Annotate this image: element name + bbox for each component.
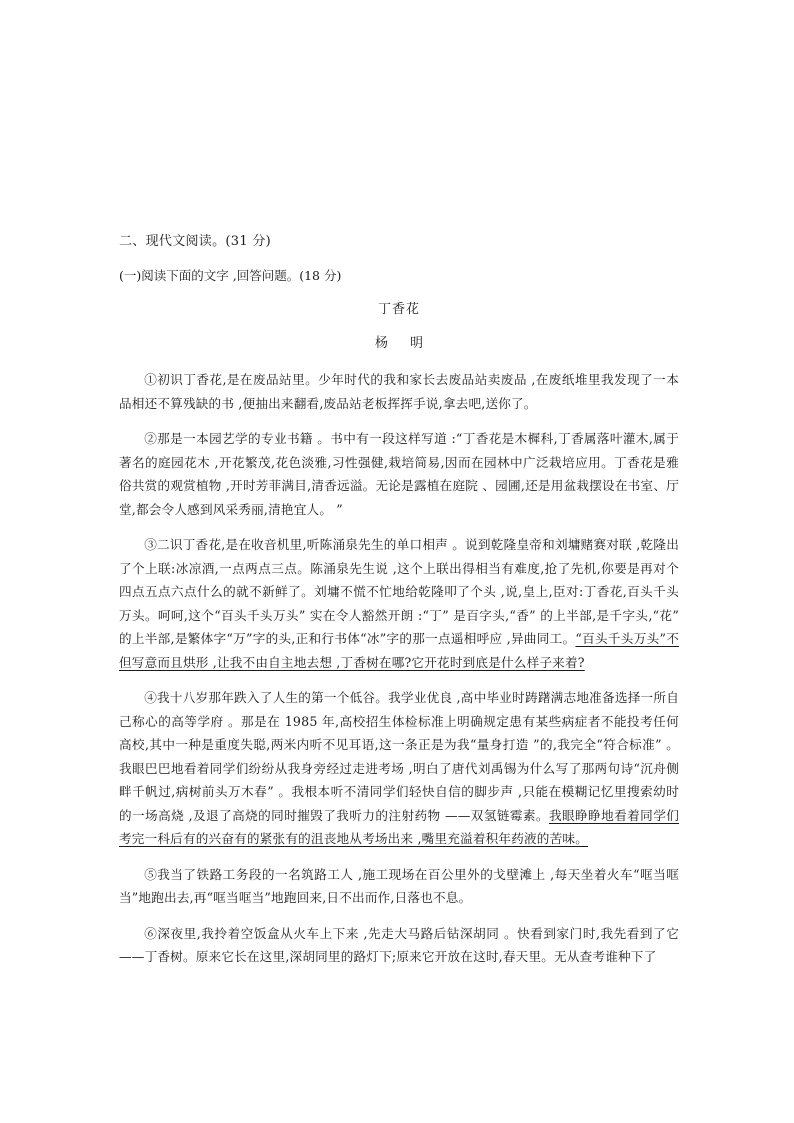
paragraph-5: ⑤我当了铁路工务段的一名筑路工人 ,施工现场在百公里外的戈壁滩上 ,每天坐着火车“哐当哐当”地跑出去,再“哐当哐当”地跑回来,日不出而作,日落也不息。 (119, 866, 679, 905)
article-title: 丁香花 (377, 302, 420, 317)
reading-section (119, 232, 679, 981)
author-given-name: 杨 (374, 336, 388, 351)
paragraph-3-underlined-sentence: “百头千头万头”不但写意而且烘形 ,让我不由自主地去想 ,丁香树在哪?它开花时到底是什么样子来着? (119, 631, 679, 670)
sub-heading: (一)阅读下面的文字 ,回答问题。(18 分) (119, 268, 342, 283)
paragraph-4 (119, 686, 679, 851)
paragraph-1: ①初识丁香花,是在废品站里。少年时代的我和家长去废品站卖废品 ,在废纸堆里我发现了一本品相还不算残缺的书 ,便抽出来翻看,废品站老板挥挥手说,拿去吧,送你了。 (119, 372, 679, 411)
section-heading: 二、现代文阅读。(31 分) (119, 234, 272, 249)
paragraph-4-text: ④我十八岁那年跌入了人生的第一个低谷。我学业优良 ,高中毕业时踌躇满志地准备选择一所自己称心的高等学府 。那是在 1985 年,高校招生体检标准上明确规定患有某些病症者不能投考任何高校,其中一种是重度失聪,两米内听不见耳语,这一条正是为我“量身打造 ”的,我完全“符合标准” 。我眼巴巴地看着同学们纷纷从我身旁经过走进考场 ,明白了唐代刘禹锡为什么写了那两句诗“沉舟侧畔千帆过,病树前头万木春” 。我根本听不清同学们轻快自信的脚步声 ,只能在模糊记忆里搜索幼时的一场高烧 ,及退了高烧的同时摧毁了我听力的注射药物 ——双氢链霉素。 (119, 690, 679, 823)
author-family-name: 明 (410, 336, 424, 351)
article-author (119, 334, 679, 354)
paragraph-6: ⑥深夜里,我拎着空饭盒从火车上下来 ,先走大马路后钻深胡同 。快看到家门时,我先看到了它——丁香树。原来它长在这里,深胡同里的路灯下;原来它开放在这时,春天里。无从查考谁种下了 (119, 925, 679, 964)
paragraph-4-underlined-sentence: 我眼睁睁地看着同学们考完一科后有的兴奋有的紧张有的沮丧地从考场出来 ,嘴里充溢着积年药液的苦味。 (119, 807, 680, 846)
paragraph-3 (119, 533, 679, 674)
paragraph-2: ②那是一本园艺学的专业书籍 。书中有一段这样写道 :“丁香花是木樨科,丁香属落叶灌木,属于著名的庭园花木 ,开花繁茂,花色淡雅,习性强健,栽培简易,因而在园林中广泛栽培应用。丁香花是雅俗共赏的观赏植物 ,开时芳菲满目,清香远溢。无论是露植在庭院 、园圃,还是用盆栽摆设在书室、厅堂,都会令人感到风采秀丽,清艳宜人。 ” (119, 431, 679, 517)
paragraph-3-text: ③二识丁香花,是在收音机里,听陈涌泉先生的单口相声 。说到乾隆皇帝和刘墉赌赛对联 ,乾隆出了个上联:冰凉酒,一点两点三点。陈涌泉先生说 ,这个上联出得相当有难度,抢了先机,你要是再对个四点五点六点什么的就不新鲜了。刘墉不慌不忙地给乾隆叩了个头 ,说,皇上,臣对:丁香花,百头千头万头。呵呵,这个“百头千头万头” 实在令人豁然开朗 :“丁” 是百字头,“香” 的上半部,是千字头,“花” 的上半部,是繁体字“万”字的头,正和行书体“冰”字的那一点遥相呼应 ,异曲同工。 (119, 537, 679, 646)
